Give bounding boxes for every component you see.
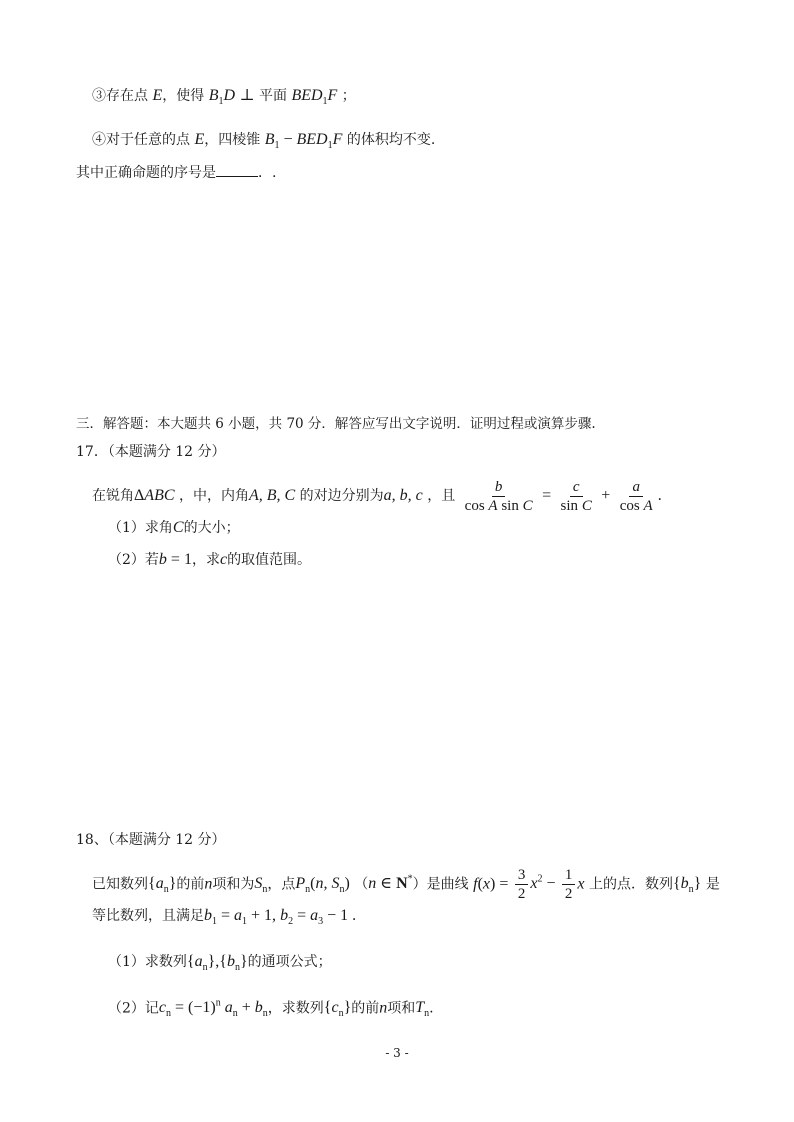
question-18-part-1 (108, 952, 332, 978)
question-17-stem: 在锐角ΔABC ，中，内角A, B, C 的对边分别为a, b, c ，且 $\frac{b}{\text{cos A sin C}}$ = $\frac{c}{\text{sin C}}$ + $\frac{a}{\text{cos A}}$ . (92, 478, 662, 514)
math-x: x (577, 875, 585, 893)
text: ，且 (427, 488, 456, 504)
math-n: n (379, 999, 388, 1017)
math-abc: ABC (144, 487, 175, 504)
text: （1）求角 (108, 520, 173, 536)
statement-4 (92, 130, 435, 156)
question-17-part-2 (108, 550, 311, 570)
math-plus: + (601, 487, 611, 504)
math-angles: A, B, C (248, 487, 296, 504)
text: ，求 (191, 552, 220, 568)
math-an: $\{a_n\}$ (148, 875, 177, 896)
text: 存在点 (106, 88, 148, 104)
math-pyramid: $B_1 - BED_1F$ (264, 131, 343, 152)
text: 的对边分别为 (299, 488, 384, 504)
text: ，点 (267, 876, 296, 893)
section-heading: 三．解答题：本大题共 6 小题，共 70 分．解答应写出文字说明．证明过程或演算步骤. (76, 416, 596, 432)
item-marker: ③ (92, 88, 106, 104)
text: ，使得 (162, 88, 205, 104)
text: （2）记 (108, 1000, 159, 1017)
math-n-in-N: n ∈ N* (368, 874, 413, 893)
math-E: E (152, 87, 163, 104)
text: 的通项公式； (247, 954, 332, 970)
text: 上的点．数列 (588, 876, 673, 893)
math-x-squared: $x^2$ − (530, 874, 556, 893)
page-number: - 3 - (385, 1046, 409, 1060)
math-point-Pn: $P_n(n$, $S_n$) (295, 875, 350, 896)
answer-prompt (76, 162, 276, 183)
text: 的前 (176, 876, 205, 893)
math-curve: f(x) = (473, 875, 509, 893)
math-equals: = (542, 487, 552, 504)
text: ，四棱锥 (204, 132, 261, 148)
answer-blank[interactable] (216, 162, 258, 177)
text: 平面 (258, 88, 287, 104)
text: ； (341, 88, 356, 104)
text: ，求数列 (267, 1000, 324, 1017)
math-b-equals-1: b = 1 (158, 551, 192, 568)
text: 对于任意的点 (106, 132, 190, 148)
text: 是 (705, 876, 720, 893)
text: 的前 (351, 1000, 380, 1017)
math-E: E (194, 131, 205, 148)
text: 项和为 (212, 876, 255, 893)
text: 的取值范围。 (227, 552, 312, 568)
math-conditions: $b_1 = a_1 + 1$, $b_2 = a_3 - 1$ . (204, 907, 357, 928)
math-cn-def: $c_n = (-1)^n$ $a_n + b_n$ (158, 998, 268, 1020)
fraction-c: $\frac{c}{\text{sin C}}$ (560, 478, 592, 514)
text: 的体积均不变. (346, 132, 436, 148)
item-marker: ④ (92, 132, 106, 148)
fraction-1-2: $\frac{1}{2}$ (562, 866, 576, 903)
text: ）是曲线 (412, 876, 469, 893)
question-18-stem-line-2 (92, 906, 356, 932)
text: ．. (258, 165, 277, 181)
question-17-part-1 (108, 518, 240, 538)
text: （2）若 (108, 552, 159, 568)
text: 其中正确命题的序号是 (76, 165, 216, 181)
text: . (429, 1000, 434, 1017)
text: ，中，内角 (178, 488, 249, 504)
text: 在锐角 (92, 488, 134, 504)
question-18-part-2 (108, 994, 434, 1025)
question-17-header: 17．（本题满分 12 分） (76, 444, 226, 460)
text: 已知数列 (92, 876, 148, 893)
text: （1）求数列 (108, 954, 187, 970)
math-c: c (219, 551, 228, 568)
text: （ (354, 876, 369, 893)
math-plane: $BED_1F$ (291, 87, 338, 108)
math-B1D: $B_1D$ (208, 87, 236, 108)
math-sides: a, b, c (383, 487, 423, 504)
statement-3 (92, 86, 356, 112)
math-Tn: $T_n$ (415, 999, 430, 1020)
math-cn: $\{c_n\}$ (323, 999, 352, 1020)
math-Sn: $S_n$ (254, 875, 268, 896)
text: 的大小； (183, 520, 240, 536)
fraction-3-2: $\frac{3}{2}$ (515, 866, 529, 903)
math-perp: ⊥ (239, 87, 255, 104)
math-n: n (204, 875, 213, 893)
text: 项和 (387, 1000, 416, 1017)
fraction-a: $\frac{a}{\text{cos A}}$ (619, 478, 653, 514)
question-18-stem-line-1 (92, 858, 720, 913)
question-18-header: 18、（本题满分 12 分） (76, 832, 226, 848)
fraction-b: $\frac{b}{\text{cos A sin C}}$ (464, 478, 533, 514)
math-sequences: $\{a_n\},\{b_n\}$ (186, 953, 248, 974)
math-C: C (172, 519, 184, 536)
text: 等比数列，且满足 (92, 908, 204, 924)
math-triangle: Δ (134, 487, 145, 504)
math-bn: $\{b_n\}$ (672, 875, 702, 896)
